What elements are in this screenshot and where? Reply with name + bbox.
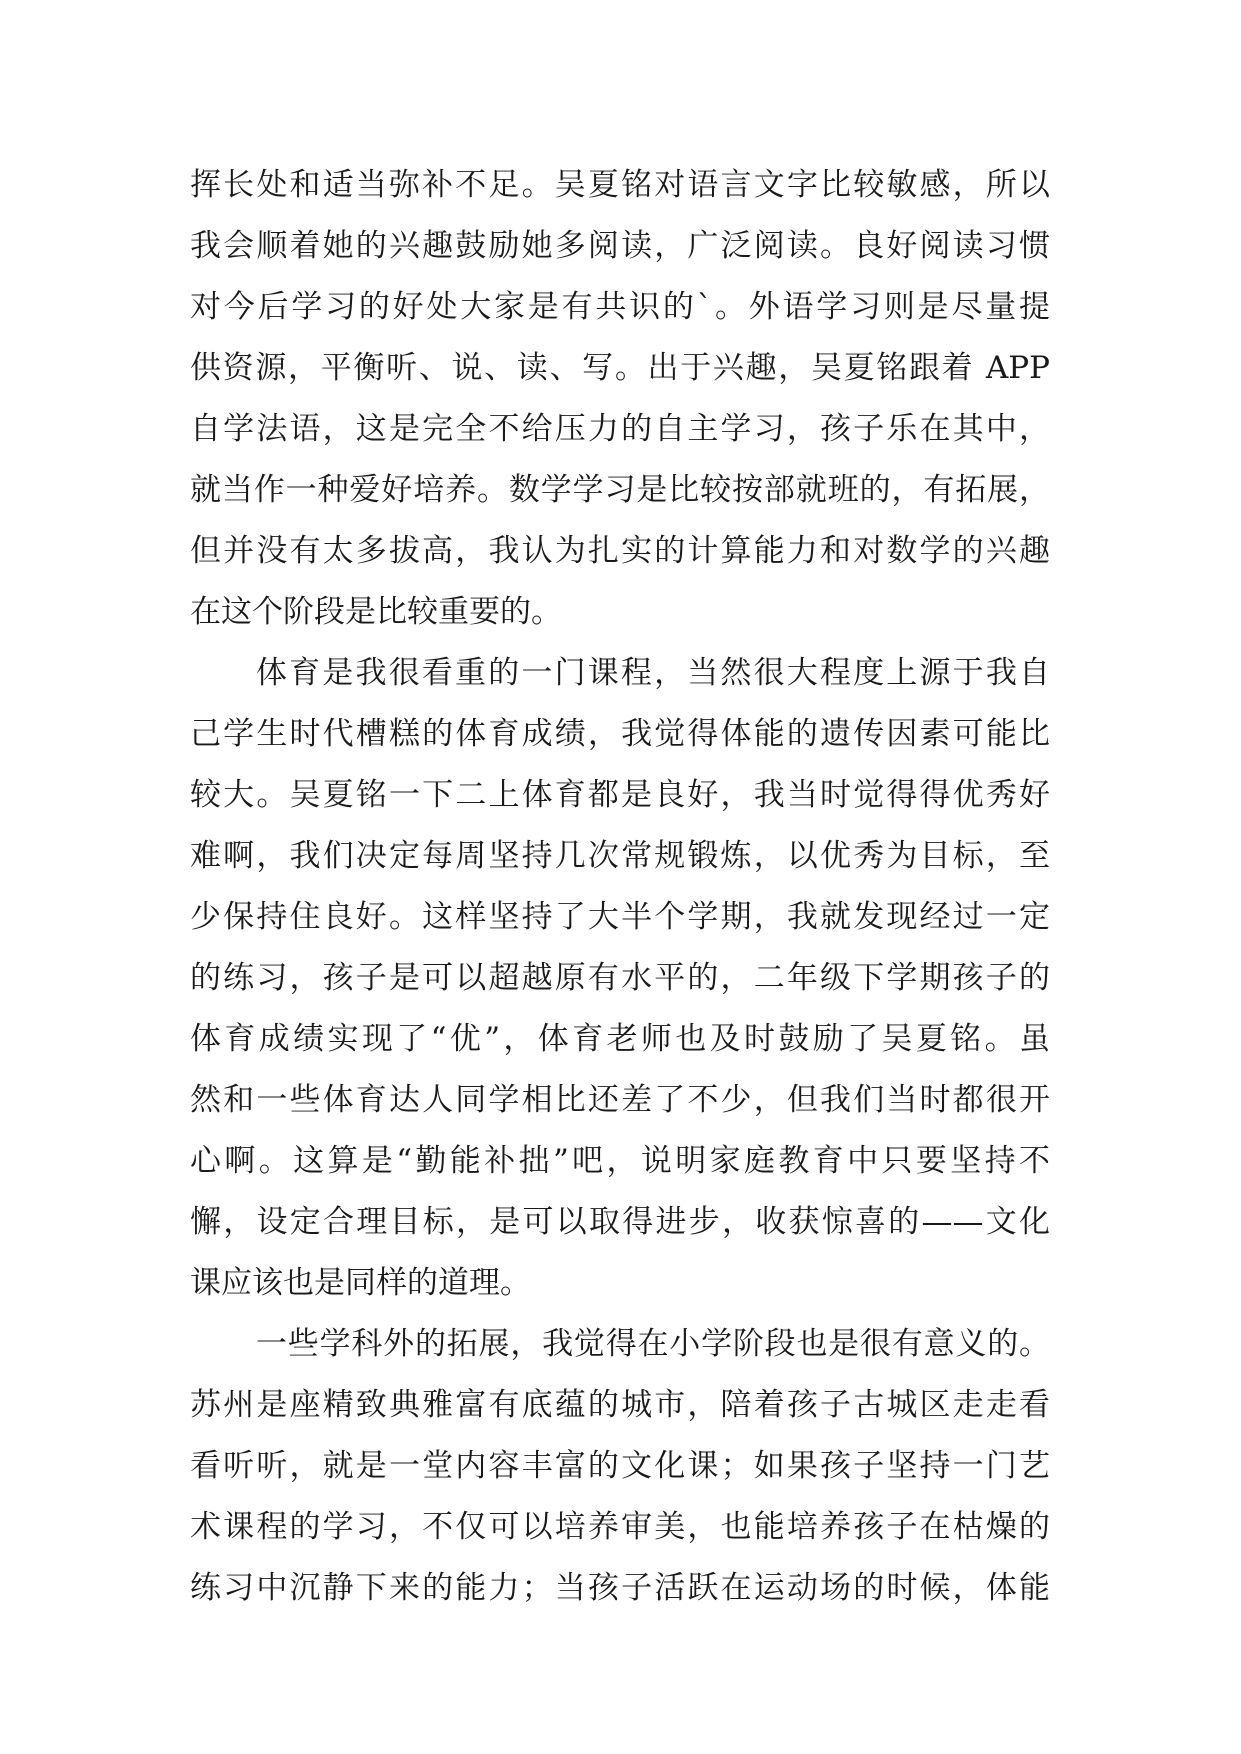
text-line: 课应该也是同样的道理。 bbox=[190, 1265, 531, 1301]
text-line: 体育是我很看重的一门课程，当然很大程度上源于我自 bbox=[256, 655, 1050, 691]
text-line: 就当作一种爱好培养。数学学习是比较按部就班的，有拓展， bbox=[190, 472, 1050, 508]
text-line: 在这个阶段是比较重要的。 bbox=[190, 594, 562, 630]
text-line: 对今后学习的好处大家是有共识的`。外语学习则是尽量提 bbox=[190, 289, 1050, 325]
text-line: 供资源，平衡听、说、读、写。出于兴趣，吴夏铭跟着 APP bbox=[190, 350, 1050, 386]
text-line: 挥长处和适当弥补不足。吴夏铭对语言文字比较敏感，所以 bbox=[190, 167, 1050, 203]
text-line: 少保持住良好。这样坚持了大半个学期，我就发现经过一定 bbox=[190, 899, 1050, 935]
text-line: 较大。吴夏铭一下二上体育都是良好，我当时觉得得优秀好 bbox=[190, 777, 1050, 813]
text-line: 但并没有太多拔高，我认为扎实的计算能力和对数学的兴趣 bbox=[190, 533, 1050, 569]
body-text bbox=[190, 155, 1050, 1619]
text-line: 己学生时代槽糕的体育成绩，我觉得体能的遗传因素可能比 bbox=[190, 716, 1050, 752]
text-line: 自学法语，这是完全不给压力的自主学习，孩子乐在其中， bbox=[190, 411, 1050, 447]
text-line: 懈，设定合理目标，是可以取得进步，收获惊喜的——文化 bbox=[190, 1204, 1050, 1240]
text-line: 我会顺着她的兴趣鼓励她多阅读，广泛阅读。良好阅读习惯 bbox=[190, 228, 1050, 264]
text-line: 练习中沉静下来的能力；当孩子活跃在运动场的时候，体能 bbox=[190, 1570, 1050, 1606]
text-line: 难啊，我们决定每周坚持几次常规锻炼，以优秀为目标，至 bbox=[190, 838, 1050, 874]
text-line: 苏州是座精致典雅富有底蕴的城市，陪着孩子古城区走走看 bbox=[190, 1387, 1050, 1423]
text-line: 体育成绩实现了“优”，体育老师也及时鼓励了吴夏铭。虽 bbox=[190, 1021, 1050, 1057]
text-line: 术课程的学习，不仅可以培养审美，也能培养孩子在枯燥的 bbox=[190, 1509, 1050, 1545]
text-line: 心啊。这算是“勤能补拙”吧，说明家庭教育中只要坚持不 bbox=[190, 1143, 1050, 1179]
text-line: 一些学科外的拓展，我觉得在小学阶段也是很有意义的。 bbox=[256, 1326, 1050, 1362]
text-line: 然和一些体育达人同学相比还差了不少，但我们当时都很开 bbox=[190, 1082, 1050, 1118]
text-line: 看听听，就是一堂内容丰富的文化课；如果孩子坚持一门艺 bbox=[190, 1448, 1050, 1484]
text-line: 的练习，孩子是可以超越原有水平的，二年级下学期孩子的 bbox=[190, 960, 1050, 996]
